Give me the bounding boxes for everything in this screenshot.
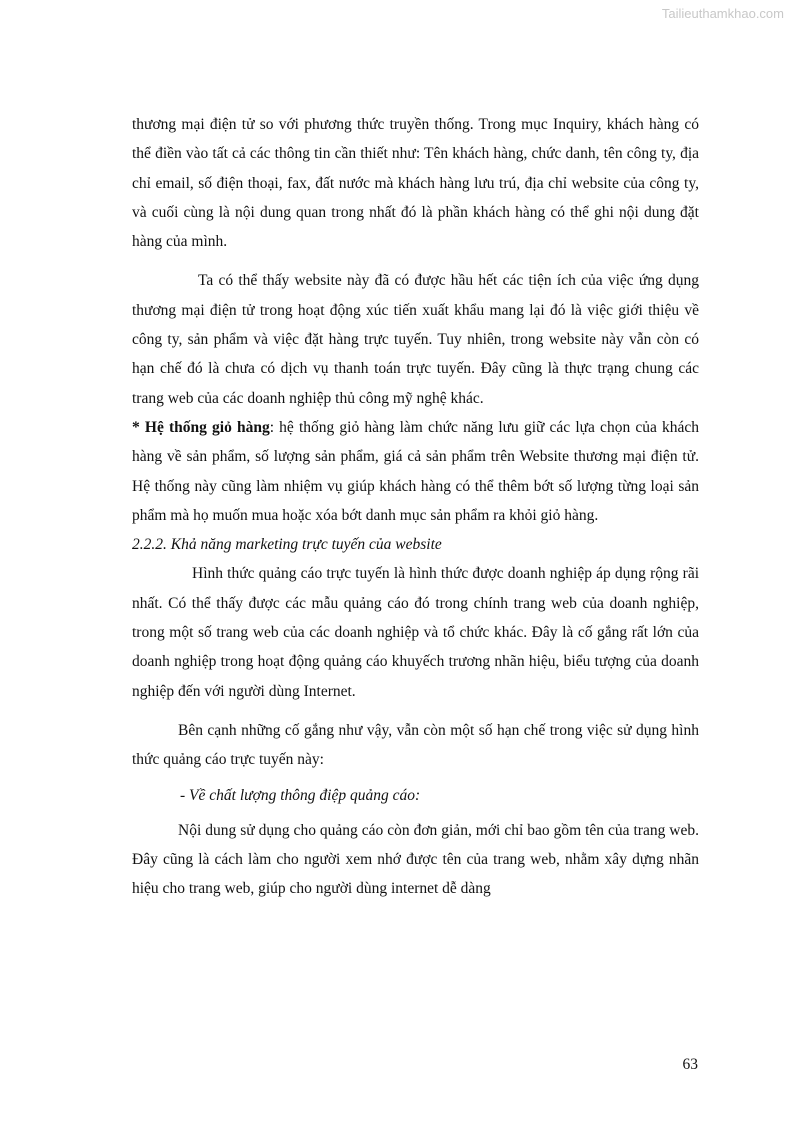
cart-system-text: : hệ thống giỏ hàng làm chức năng lưu giữ các lựa chọn của khách hàng về sản phẩm, số lượng sản phẩm, giá cả sản phẩm trên Website thương mại điện tử. Hệ thống này cũng làm nhiệm vụ giúp khách hàng có thể thêm bớt số lượng từng loại sản phẩm mà họ muốn mua hoặc xóa bớt danh mục sản phẩm ra khỏi giỏ hàng. bbox=[132, 418, 699, 524]
subheading-message-quality: - Về chất lượng thông điệp quảng cáo: bbox=[180, 786, 421, 804]
cart-system-label: * Hệ thống giỏ hàng bbox=[132, 418, 270, 436]
section-heading: 2.2.2. Khả năng marketing trực tuyến của website bbox=[132, 536, 442, 554]
paragraph-5: Bên cạnh những cố gắng như vậy, vẫn còn một số hạn chế trong việc sử dụng hình thức quảng cáo trực tuyến này: bbox=[132, 721, 699, 769]
page-number: 63 bbox=[682, 1056, 698, 1073]
paragraph-4: Hình thức quảng cáo trực tuyến là hình thức được doanh nghiệp áp dụng rộng rãi nhất. Có thể thấy được các mẫu quảng cáo đó trong chính trang web của doanh nghiệp, trong một số trang web của các doanh nghiệp và tổ chức khác. Đây là cố gắng rất lớn của doanh nghiệp trong hoạt động quảng cáo khuyếch trương nhãn hiệu, biểu tượng của doanh nghiệp đến với người dùng Internet. bbox=[132, 565, 699, 700]
page-body bbox=[132, 110, 699, 904]
watermark: Tailieuthamkhao.com bbox=[661, 6, 784, 21]
paragraph-1: thương mại điện tử so với phương thức truyền thống. Trong mục Inquiry, khách hàng có thể điền vào tất cả các thông tin cần thiết như: Tên khách hàng, chức danh, tên công ty, địa chỉ email, số điện thoại, fax, đất nước mà khách hàng lưu trú, địa chỉ website của công ty, và cuối cùng là nội dung quan trong nhất đó là phần khách hàng có thể ghi nội dung đặt hàng của mình. bbox=[132, 116, 699, 251]
paragraph-3 bbox=[132, 413, 699, 530]
paragraph-2: Ta có thể thấy website này đã có được hầu hết các tiện ích của việc ứng dụng thương mại điện tử trong hoạt động xúc tiến xuất khẩu mang lại đó là việc giới thiệu về công ty, sản phẩm và việc đặt hàng trực tuyến. Tuy nhiên, trong website này vẫn còn có hạn chế đó là chưa có dịch vụ thanh toán trực tuyến. Đây cũng là thực trạng chung các trang web của các doanh nghiệp thủ công mỹ nghệ khác. bbox=[132, 272, 699, 407]
paragraph-6: Nội dung sử dụng cho quảng cáo còn đơn giản, mới chỉ bao gồm tên của trang web. Đây cũng là cách làm cho người xem nhớ được tên của trang web, nhằm xây dựng nhãn hiệu cho trang web, giúp cho người dùng internet dễ dàng bbox=[132, 821, 699, 898]
